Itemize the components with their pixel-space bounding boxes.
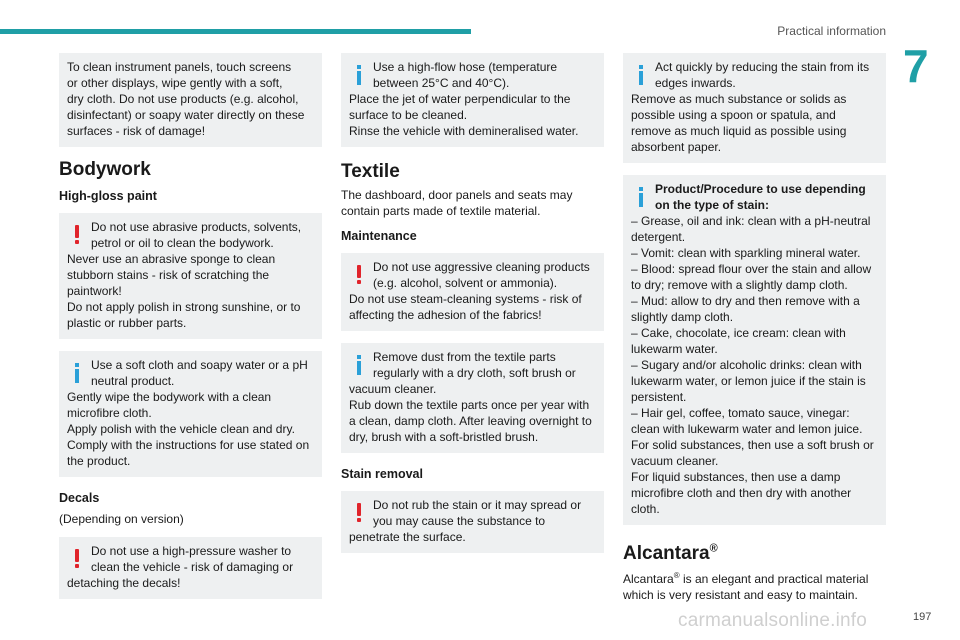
column-3	[623, 53, 886, 613]
text-line: microfibre cloth.	[67, 406, 152, 420]
text-line: Use a soft cloth and soapy water or a pH	[91, 358, 308, 372]
column-2	[341, 53, 604, 565]
text-line: microfibre cloth and then dry with another	[631, 486, 852, 500]
text-line: Do not use aggressive cleaning products	[373, 260, 590, 274]
text-line: persistent.	[631, 390, 687, 404]
text-line: the product.	[67, 454, 131, 468]
text-line: – Hair gel, coffee, tomato sauce, vinegar:	[631, 406, 850, 420]
text-line: Rinse the vehicle with demineralised water.	[349, 124, 579, 138]
text-line: Remove as much substance or solids as	[631, 92, 847, 106]
info-box-paint	[59, 351, 322, 477]
text-line: Never use an abrasive sponge to clean	[67, 252, 276, 266]
text-line: dry cloth. Do not use products (e.g. alcohol,	[67, 92, 299, 106]
alcantara-word: Alcantara	[623, 572, 674, 586]
text-line: – Cake, chocolate, ice cream: clean with	[631, 326, 846, 340]
text-line: Do not use a high-pressure washer to	[91, 544, 292, 558]
text-line: affecting the adhesion of the fabrics!	[349, 308, 542, 322]
text-line: to dry; remove with a slightly damp cloth.	[631, 278, 848, 292]
warning-box-maintenance	[341, 253, 604, 331]
text-line	[623, 572, 868, 586]
text-line: disinfectant) or soapy water directly on these	[67, 108, 305, 122]
text-line: regularly with a dry cloth, soft brush or	[373, 366, 576, 380]
text-line: between 25°C and 40°C).	[373, 76, 510, 90]
alcantara-intro	[623, 571, 886, 603]
heading-alcantara	[623, 543, 886, 565]
registered-mark: ®	[709, 542, 718, 555]
text-line: To clean instrument panels, touch screens	[67, 60, 292, 74]
warning-icon	[74, 549, 80, 569]
text-line: vacuum cleaner.	[349, 382, 437, 396]
text-line: neutral product.	[91, 374, 175, 388]
text-line: a clean, damp cloth. After leaving overnight to	[349, 414, 592, 428]
textile-intro	[341, 187, 604, 219]
text-line: or other displays, wipe gently with a soft,	[67, 76, 283, 90]
text-line: possible using a spoon or spatula, and	[631, 108, 836, 122]
text-line: you may cause the substance to	[373, 514, 546, 528]
text-line: which is very resistant and easy to maintain.	[623, 588, 858, 602]
info-icon	[356, 65, 362, 85]
text-line: – Sugary and/or alcoholic drinks: clean with	[631, 358, 862, 372]
text-line: contain parts made of textile material.	[341, 204, 541, 218]
subheading-high-gloss-paint: High-gloss paint	[59, 189, 157, 203]
text-line: Comply with the instructions for use stated on	[67, 438, 310, 452]
text-line: Do not rub the stain or it may spread or	[373, 498, 582, 512]
text-line: Apply polish with the vehicle clean and dry.	[67, 422, 295, 436]
warning-box-stain	[341, 491, 604, 553]
text-line: clean the vehicle - risk of damaging or	[91, 560, 294, 574]
warning-icon	[356, 503, 362, 523]
warning-icon	[74, 225, 80, 245]
text-line: Rub down the textile parts once per year with	[349, 398, 590, 412]
text-line: Do not apply polish in strong sunshine, or to	[67, 300, 301, 314]
text-line: Use a high-flow hose (temperature	[373, 60, 558, 74]
header-accent-bar	[0, 29, 471, 34]
text-line: lukewarm water, or lemon juice if the stain is	[631, 374, 866, 388]
text-line: – Grease, oil and ink: clean with a pH-neutral	[631, 214, 871, 228]
heading-textile: Textile	[341, 161, 400, 182]
text-line: lukewarm water.	[631, 342, 718, 356]
info-box-hose	[341, 53, 604, 147]
alcantara-intro-rest: is an elegant and practical material	[679, 572, 869, 586]
heading-alcantara-text: Alcantara	[623, 543, 710, 564]
text-line: Place the jet of water perpendicular to the	[349, 92, 571, 106]
text-line: cloth.	[631, 502, 660, 516]
heading-bodywork: Bodywork	[59, 159, 151, 180]
text-line: Product/Procedure to use depending	[655, 182, 866, 196]
text-line: Do not use abrasive products, solvents,	[91, 220, 302, 234]
text-line: dry, brush with a soft-bristled brush.	[349, 430, 539, 444]
text-line: remove as much liquid as possible using	[631, 124, 847, 138]
text-line: penetrate the surface.	[349, 530, 466, 544]
decals-note: (Depending on version)	[59, 512, 184, 526]
text-line: on the type of stain:	[655, 198, 769, 212]
text-line: stubborn stains - risk of scratching the	[67, 268, 270, 282]
text-line: surface to be cleaned.	[349, 108, 468, 122]
warning-box-decals	[59, 537, 322, 599]
warning-icon	[356, 265, 362, 285]
text-line: petrol or oil to clean the bodywork.	[91, 236, 274, 250]
info-icon	[638, 187, 644, 207]
registered-mark: ®	[673, 571, 680, 580]
text-line: – Mud: allow to dry and then remove with a	[631, 294, 860, 308]
watermark: carmanualsonline.info	[678, 610, 868, 631]
text-line: plastic or rubber parts.	[67, 316, 187, 330]
info-icon	[74, 363, 80, 383]
text-line: absorbent paper.	[631, 140, 722, 154]
text-line: Act quickly by reducing the stain from its	[655, 60, 870, 74]
subheading-maintenance: Maintenance	[341, 229, 417, 243]
column-1	[59, 53, 322, 611]
info-icon	[356, 355, 362, 375]
text-line: Gently wipe the bodywork with a clean	[67, 390, 272, 404]
text-line: For liquid substances, then use a damp	[631, 470, 841, 484]
info-box-maintenance	[341, 343, 604, 453]
text-line: paintwork!	[67, 284, 122, 298]
section-title: Practical information	[777, 24, 886, 38]
warning-box-paint	[59, 213, 322, 339]
page-number: 197	[913, 611, 932, 623]
text-line: edges inwards.	[655, 76, 736, 90]
text-line: slightly damp cloth.	[631, 310, 734, 324]
note-box-screens	[59, 53, 322, 147]
text-line: clean with lukewarm water and lemon juice.	[631, 422, 863, 436]
text-line: Do not use steam-cleaning systems - risk of	[349, 292, 582, 306]
info-box-stain-products	[623, 175, 886, 525]
info-box-act-quickly	[623, 53, 886, 163]
info-icon	[638, 65, 644, 85]
text-line: – Vomit: clean with sparkling mineral water.	[631, 246, 861, 260]
text-line: detergent.	[631, 230, 686, 244]
text-line: Remove dust from the textile parts	[373, 350, 556, 364]
text-line: For solid substances, then use a soft brush or	[631, 438, 874, 452]
text-line: detaching the decals!	[67, 576, 181, 590]
text-line: surfaces - risk of damage!	[67, 124, 206, 138]
subheading-decals: Decals	[59, 491, 100, 505]
chapter-number: 7	[903, 40, 929, 92]
text-line: The dashboard, door panels and seats may	[341, 188, 573, 202]
text-line: – Blood: spread flour over the stain and allow	[631, 262, 872, 276]
text-line: vacuum cleaner.	[631, 454, 719, 468]
text-line: (e.g. alcohol, solvent or ammonia).	[373, 276, 558, 290]
subheading-stain-removal: Stain removal	[341, 467, 423, 481]
